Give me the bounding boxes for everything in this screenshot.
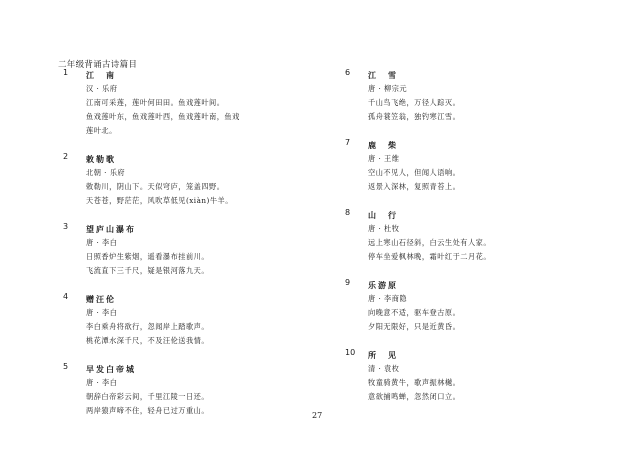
poem-line: 两岸猿声啼不住，轻舟已过万重山。: [86, 406, 210, 415]
poem-line: 停车坐爱枫林晚，霜叶红于二月花。: [368, 252, 492, 261]
poem-number: 10: [345, 348, 356, 357]
poem-author: 唐 · 王维: [368, 154, 400, 163]
poem-line: 飞流直下三千尺，疑是银河落九天。: [86, 266, 210, 275]
poem-line: 千山鸟飞绝，万径人踪灭。: [368, 98, 461, 107]
poem-line: 牧童骑黄牛，歌声振林樾。: [368, 378, 461, 387]
poem-6: [340, 68, 580, 124]
poem-4: [58, 292, 308, 348]
poem-title: 望庐山瀑布: [86, 224, 136, 234]
poem-title: 早发白帝城: [86, 364, 136, 374]
poem-number: 9: [345, 278, 351, 287]
poem-author: 唐 · 李商隐: [368, 294, 408, 303]
poem-author: 北朝 · 乐府: [86, 168, 126, 177]
poem-title: 江 雪: [368, 70, 398, 80]
poem-9: [340, 278, 580, 334]
poem-number: 1: [63, 68, 69, 77]
page-number: 27: [312, 411, 323, 420]
poem-line: 莲叶北。: [86, 126, 117, 135]
poem-line: 返景入深林，复照青苔上。: [368, 182, 461, 191]
poem-author: 唐 · 李白: [86, 378, 118, 387]
poem-number: 3: [63, 222, 69, 231]
poem-title: 敕勒歌: [86, 154, 116, 164]
poem-author: 汉 · 乐府: [86, 84, 118, 93]
poem-author: 清 · 袁枚: [368, 364, 400, 373]
poem-8: [340, 208, 580, 264]
poem-column-right: [340, 68, 580, 404]
poem-line: 向晚意不适，驱车登古原。: [368, 308, 461, 317]
poem-author: 唐 · 李白: [86, 238, 118, 247]
poem-number: 8: [345, 208, 351, 217]
poem-line: 远上寒山石径斜，白云生处有人家。: [368, 238, 492, 247]
poem-line: 朝辞白帝彩云间，千里江陵一日还。: [86, 392, 210, 401]
poem-line: 意欲捕鸣蝉，忽然闭口立。: [368, 392, 461, 401]
poem-2: [58, 152, 308, 208]
poem-5: [58, 362, 308, 418]
poem-title: 赠汪伦: [86, 294, 116, 304]
poem-number: 6: [345, 68, 351, 77]
poem-number: 7: [345, 138, 351, 147]
poem-line: 桃花潭水深千尺，不及汪伦送我情。: [86, 336, 210, 345]
poem-title: 所 见: [368, 350, 398, 360]
poem-line: 天苍苍，野茫茫，风吹草低见(xiàn)牛羊。: [86, 196, 233, 205]
poem-line: 江南可采莲，莲叶何田田。鱼戏莲叶间。: [86, 98, 225, 107]
poem-author: 唐 · 杜牧: [368, 224, 400, 233]
poem-10: [340, 348, 580, 404]
poem-3: [58, 222, 308, 278]
poem-line: 日照香炉生紫烟，遥看瀑布挂前川。: [86, 252, 210, 261]
poem-7: [340, 138, 580, 194]
poem-line: 鱼戏莲叶东，鱼戏莲叶西，鱼戏莲叶南，鱼戏: [86, 112, 240, 121]
poem-line: 空山不见人，但闻人语响。: [368, 168, 461, 177]
poem-author: 唐 · 柳宗元: [368, 84, 408, 93]
poem-column-left: [58, 68, 308, 418]
poem-line: 夕阳无限好，只是近黄昏。: [368, 322, 461, 331]
poem-title: 鹿 柴: [368, 140, 398, 150]
poem-title: 江 南: [86, 70, 116, 80]
poem-number: 5: [63, 362, 69, 371]
poem-author: 唐 · 李白: [86, 308, 118, 317]
poem-number: 2: [63, 152, 69, 161]
page-heading: 二年级背诵古诗篇目: [58, 60, 138, 70]
poem-line: 李白乘舟将欲行，忽闻岸上踏歌声。: [86, 322, 210, 331]
poem-title: 乐游原: [368, 280, 398, 290]
poem-line: 敕勒川，阴山下。天似穹庐，笼盖四野。: [86, 182, 225, 191]
poem-title: 山 行: [368, 210, 398, 220]
poem-number: 4: [63, 292, 69, 301]
poem-line: 孤舟蓑笠翁，独钓寒江雪。: [368, 112, 461, 121]
poem-1: [58, 68, 308, 138]
